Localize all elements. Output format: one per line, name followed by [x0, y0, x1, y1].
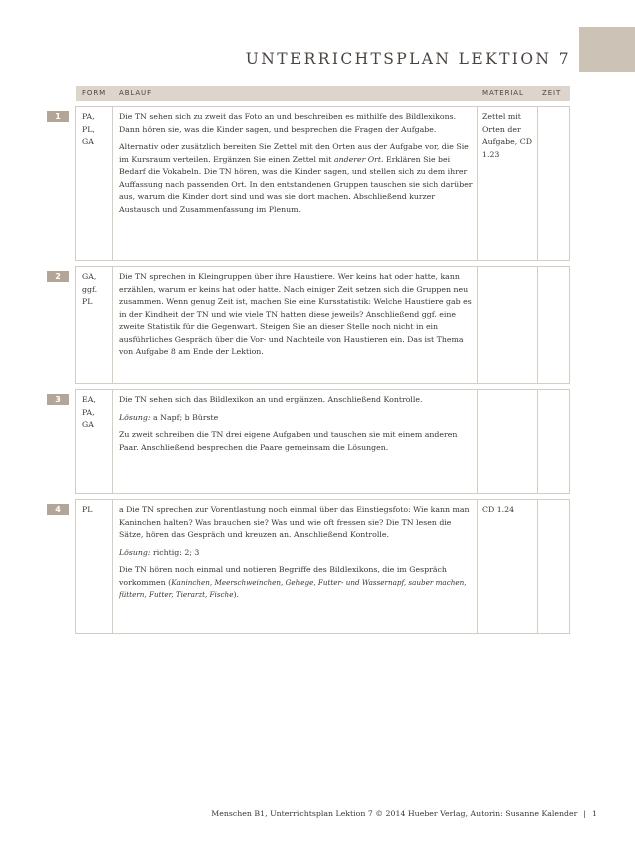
step-number-badge: 1 — [47, 111, 69, 122]
ablauf-cell: Die TN sprechen in Kleingruppen über ihre Haustiere. Wer keins hat oder hatte, kann erzählen, warum er keins hat oder hatte. Nach einiger Zeit setzen sich die Gruppen neu zusammen. Wenn genug Zeit ist, machen Sie eine Kursstatistik: Welche Haustiere gab es in der Kindheit der TN und wie viele TN hatten diese jeweils? Anschließend ggf. eine zweite Statistik für die Gegenwart. Steigen Sie an dieser Stelle noch nicht in ein ausführliches Gespräch über die Vor- und Nachteile von Haustieren ein. Das ist Thema von Aufgabe 8 am Ende der Lektion. — [119, 272, 472, 356]
page-number: 1 — [592, 809, 597, 818]
header-ablauf: ABLAUF — [119, 89, 152, 97]
form-cell: PA, PL, GA — [82, 112, 95, 146]
table-row — [75, 106, 570, 261]
header-form: FORM — [82, 89, 107, 97]
ablauf-cell: Die TN sehen sich das Bildlexikon an und ergänzen. Anschließend Kontrolle. Lösung: a Napf; b Bürste Zu zweit schreiben die TN drei eigene Aufgaben und tauschen sie mit einem anderen Paar. Anschließend besprechen die Paare gemeinsam die Lösungen. — [119, 395, 458, 452]
step-number-badge: 4 — [47, 504, 69, 515]
ablauf-cell: a Die TN sprechen zur Vorentlastung noch einmal über das Einstiegsfoto: Wie kann man Kaninchen halten? Was brauchen sie? Was und wie oft fressen sie? Die TN lesen die Sätze, hören das Gespräch und kreuzen an. Anschließend Kontrolle. Lösung: richtig: 2; 3 Die TN hören noch einmal und notieren Begriffe des Bildlexikons, die im Gespräch vorkommen (Kaninchen, Meerschweinchen, Gehege, Futter- und Wassernapf, sauber machen, füttern, Futter, Tierarzt, Fische). — [119, 505, 470, 599]
step-number-badge: 3 — [47, 394, 69, 405]
header-material: MATERIAL — [482, 89, 524, 97]
header-zeit: ZEIT — [542, 89, 562, 97]
form-cell: EA, PA, GA — [82, 395, 96, 429]
table-row — [75, 389, 570, 494]
step-number-badge: 2 — [47, 271, 69, 282]
table-row — [75, 499, 570, 634]
ablauf-cell: Die TN sehen sich zu zweit das Foto an und beschreiben es mithilfe des Bildlexikons. Dann hören sie, was die Kinder sagen, und besprechen die Fragen der Aufgabe. Alternativ oder zusätzlich bereiten Sie Zettel mit den Orten aus der Aufgabe vor, die Sie im Kursraum verteilen. Ergänzen Sie einen Zettel mit anderer Ort. Erklären Sie bei Bedarf die Vokabeln. Die TN hören, was die Kinder sagen, und stellen sich zu dem ihrer Auffassung nach passenden Ort. In den entstandenen Gruppen tauschen sie sich darüber aus, warum die Kinder dort sind und was sie dort machen. Abschließend kurzer Austausch und Zusammenfassung im Plenum. — [119, 112, 473, 214]
footer-text: Menschen B1, Unterrichtsplan Lektion 7 © 2014 Hueber Verlag, Autorin: Susanne Kalender — [211, 809, 578, 818]
page-title: UNTERRICHTSPLAN LEKTION 7 — [245, 50, 571, 68]
corner-accent — [579, 27, 635, 72]
footer-separator: | — [583, 809, 587, 818]
page-footer — [211, 809, 597, 818]
table-header — [76, 86, 570, 101]
table-row — [75, 266, 570, 384]
form-cell: GA, ggf. PL — [82, 272, 98, 306]
form-cell: PL — [82, 505, 93, 514]
material-cell: Zettel mit Orten der Aufgabe, CD 1.23 — [482, 112, 532, 159]
material-cell: CD 1.24 — [482, 505, 515, 514]
